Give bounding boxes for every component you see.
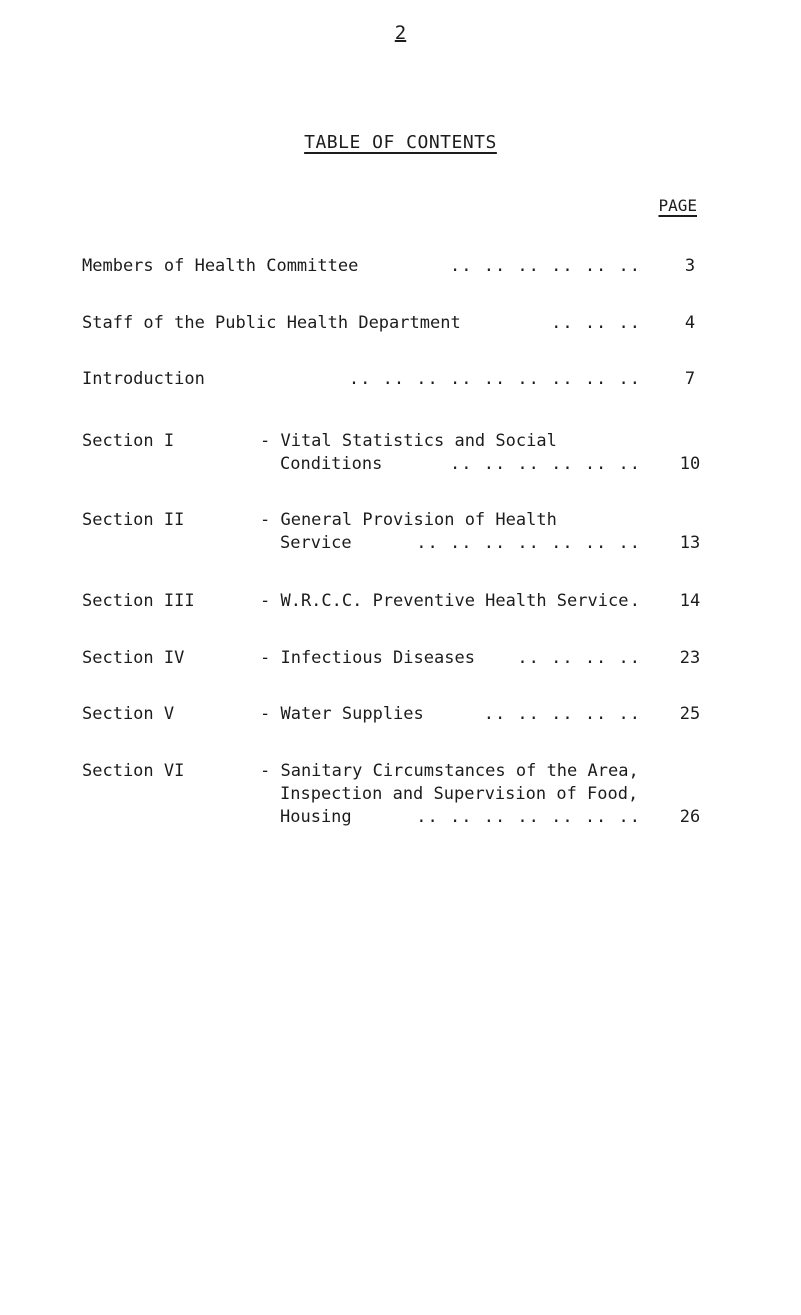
entry-label: Staff of the Public Health Department xyxy=(82,313,461,333)
section-line: - W.R.C.C. Preventive Health Service xyxy=(260,591,629,611)
leader-dots: .. .. .. .. .. .. .. .. .. xyxy=(348,369,641,389)
section-label: Section II xyxy=(82,510,185,530)
leader-dots: .. .. .. .. xyxy=(517,648,641,668)
entry-page: 7 xyxy=(684,369,696,389)
page-number: 2 xyxy=(394,22,407,44)
entry-page: 4 xyxy=(684,313,696,333)
leader-dots: .. .. .. .. .. .. xyxy=(450,256,641,276)
document-title: TABLE OF CONTENTS xyxy=(304,132,497,153)
section-description xyxy=(260,703,424,726)
entry-page: 25 xyxy=(679,704,701,724)
entry-page: 10 xyxy=(679,454,701,474)
section-line: Inspection and Supervision of Food, xyxy=(280,784,639,804)
entry-page: 14 xyxy=(679,591,701,611)
leader-dots: .. .. .. xyxy=(551,313,641,333)
entry-label: Members of Health Committee xyxy=(82,256,359,276)
section-label: Section V xyxy=(82,704,175,724)
section-line: Service xyxy=(280,533,352,553)
section-line: Housing xyxy=(280,807,352,827)
section-label: Section VI xyxy=(82,761,185,781)
section-line: - General Provision of Health xyxy=(260,510,557,530)
leader-dots: .. .. .. .. .. .. xyxy=(450,454,641,474)
section-label: Section III xyxy=(82,591,195,611)
entry-label: Introduction xyxy=(82,369,205,389)
entry-page: 3 xyxy=(684,256,696,276)
section-line: - Water Supplies xyxy=(260,704,424,724)
entry-page: 26 xyxy=(679,807,701,827)
section-line: - Infectious Diseases xyxy=(260,648,475,668)
section-line: Conditions xyxy=(280,454,383,474)
entry-page: 23 xyxy=(679,648,701,668)
leader-dots: .. .. .. .. .. xyxy=(483,704,641,724)
section-description xyxy=(260,590,628,613)
section-line: - Vital Statistics and Social xyxy=(260,431,557,451)
leader-dots: . xyxy=(629,591,641,611)
leader-dots: .. .. .. .. .. .. .. xyxy=(416,533,641,553)
section-line: - Sanitary Circumstances of the Area, xyxy=(260,761,639,781)
section-description xyxy=(260,647,475,670)
leader-dots: .. .. .. .. .. .. .. xyxy=(416,807,641,827)
section-label: Section I xyxy=(82,431,175,451)
section-label: Section IV xyxy=(82,648,185,668)
page-column-header: PAGE xyxy=(658,196,697,215)
entry-page: 13 xyxy=(679,533,701,553)
